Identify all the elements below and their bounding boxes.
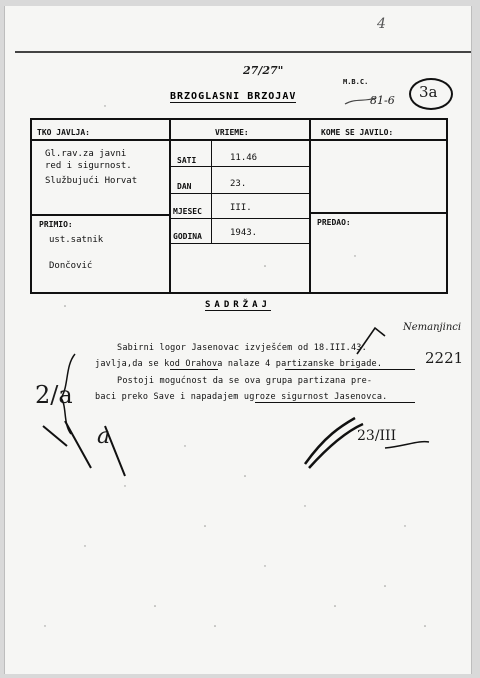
circled-mark-text: 3a <box>419 83 438 101</box>
body-line-2: javlja,da se kod Orahova nalaze 4 partizanske brigade. <box>95 359 383 369</box>
handwritten-date-right: 81-6 <box>370 94 395 107</box>
left-split-line <box>30 214 171 216</box>
stamp-text: M.B.C. <box>343 78 369 86</box>
handwritten-above-text: Nemanjinci <box>403 322 462 333</box>
col-divider-inner <box>211 139 212 243</box>
teo-javlja-line-1: Gl.rav.za javni <box>45 149 127 159</box>
underline-orahova <box>170 369 218 370</box>
page-number: 4 <box>377 16 386 32</box>
primio-label: PRIMIO: <box>39 220 73 229</box>
handwriting-strokes <box>5 6 471 674</box>
col-divider-2 <box>309 120 311 292</box>
handwritten-top-note: 27/27" <box>243 64 284 77</box>
signature-date: 23/III <box>357 428 397 444</box>
underline-jasenovca <box>255 402 415 403</box>
top-rule <box>15 51 471 53</box>
dan-label: DAN <box>177 182 192 191</box>
left-margin-annotation: 2/a <box>35 381 73 409</box>
primio-line-2: Dončović <box>49 261 93 271</box>
dan-value: 23. <box>230 179 247 189</box>
row-line-3 <box>170 218 310 219</box>
body-line-4: baci preko Save i napadajem ugroze sigurnost Jasenovca. <box>95 392 388 402</box>
teo-javlja-line-2: red i sigurnost. <box>45 161 132 171</box>
primio-line-1: ust.satnik <box>49 235 104 245</box>
row-line-4 <box>170 243 310 244</box>
content-heading: SADRŽAJ <box>205 300 271 310</box>
row-line-1 <box>170 166 310 167</box>
left-margin-annotation-2: a <box>97 424 111 449</box>
document-page <box>4 6 472 674</box>
kome-label: KOME SE JAVILO: <box>321 128 394 137</box>
sati-label: SATI <box>177 156 197 165</box>
circled-mark <box>409 78 453 110</box>
col-divider-1 <box>169 120 171 292</box>
mjesec-value: III. <box>230 203 252 213</box>
godina-value: 1943. <box>230 228 258 238</box>
body-line-1: Sabirni logor Jasenovac izvješćem od 18.III.43. <box>117 343 367 353</box>
row-line-2 <box>170 193 310 194</box>
vrieme-label: VRIEME: <box>215 128 249 137</box>
body-line-3: Postoji mogućnost da se ova grupa partizana pre- <box>117 376 373 386</box>
page-title: BRZOGLASNI BRZOJAV <box>170 91 297 102</box>
teo-javlja-line-3: Službujući Horvat <box>45 176 138 186</box>
underline-brigade <box>285 369 415 370</box>
handwritten-number: 2221 <box>425 349 464 367</box>
sati-value: 11.46 <box>230 153 258 163</box>
predao-label: PREDAO: <box>317 218 351 227</box>
teo-javlja-label: TKO JAVLJA: <box>37 128 90 137</box>
godina-label: GODINA <box>173 232 202 241</box>
header-row-line <box>30 139 446 141</box>
right-split-line <box>310 212 446 214</box>
mjesec-label: MJESEC <box>173 207 202 216</box>
